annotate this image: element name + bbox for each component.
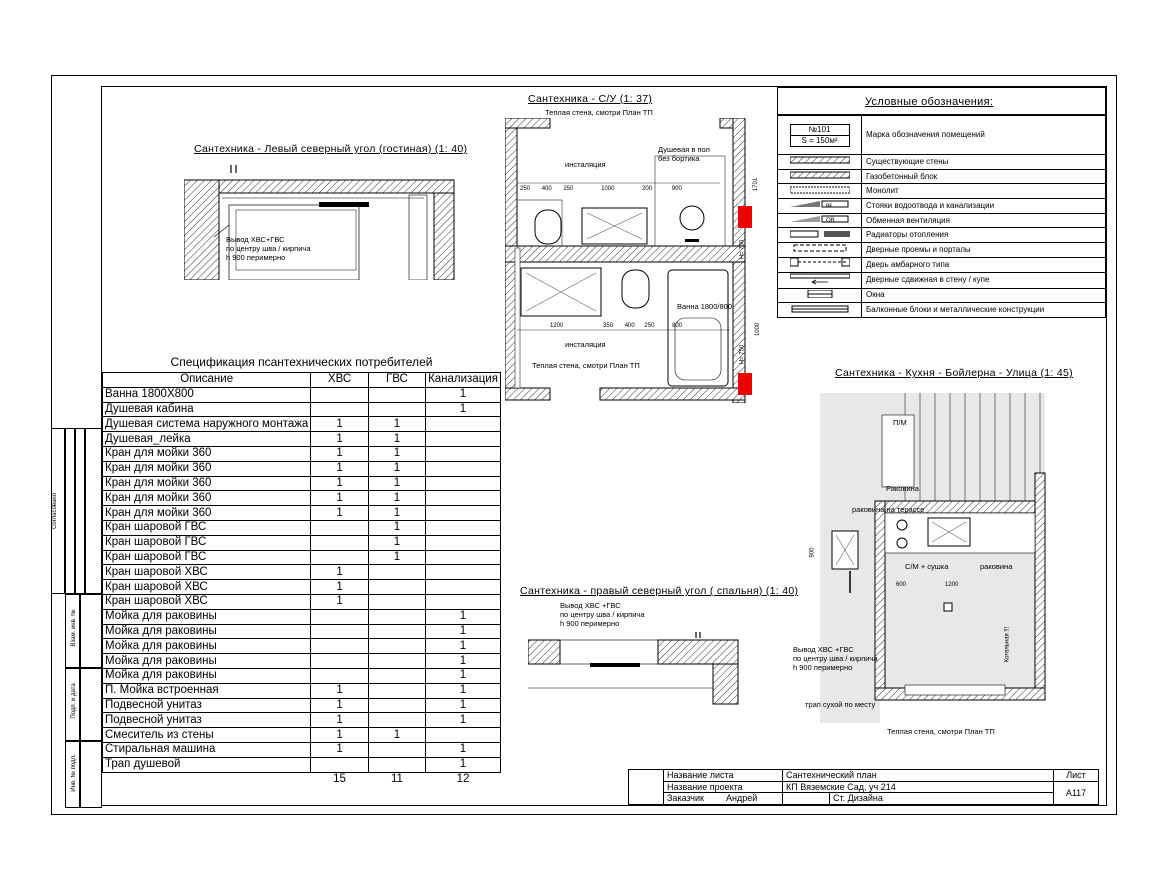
legend-row: Окна <box>778 288 1106 303</box>
spec-hot <box>368 609 425 624</box>
legend-table <box>777 115 1106 318</box>
spec-row <box>103 639 501 654</box>
dim-side-2: 1000 <box>755 322 762 337</box>
spec-hot: 1 <box>368 446 425 461</box>
spec-sewer <box>426 506 501 521</box>
spec-desc: Кран шаровой ХВС <box>103 565 311 580</box>
spec-hot: 1 <box>368 491 425 506</box>
spec-cold <box>311 609 369 624</box>
spec-desc: Смеситель из стены <box>103 728 311 743</box>
spec-desc: Кран шаровой ГВС <box>103 550 311 565</box>
spec-desc: Мойка для раковины <box>103 624 311 639</box>
spec-row <box>103 446 501 461</box>
sink-label: Раковина <box>886 484 919 493</box>
sheet-name-label: Название листа <box>664 770 783 782</box>
spec-cold: 1 <box>311 728 369 743</box>
warm-wall-bottom: Теплая стена, смотри План ТП <box>532 361 640 370</box>
right-corner-plan <box>528 628 748 706</box>
legend-row: Существующие стены <box>778 155 1106 170</box>
spec-desc: Кран шаровой ГВС <box>103 535 311 550</box>
orig-label: Инв. № подл. <box>71 754 77 792</box>
studio-label: Ст. Дизайна <box>830 793 1054 805</box>
spec-hot: 1 <box>368 520 425 535</box>
spec-header-row <box>103 373 501 388</box>
spec-sewer: 1 <box>426 639 501 654</box>
spec-desc: Кран шаровой ХВС <box>103 594 311 609</box>
legend-row: Дверные проемы и порталы <box>778 243 1106 258</box>
shower-note: Душевая в пол без бортика <box>658 145 710 163</box>
legend-row: ОВ Обменная вентиляция <box>778 213 1106 228</box>
dims-top: 250 400 250 1000 200 900 <box>520 186 682 192</box>
spec-hot <box>368 624 425 639</box>
spec-sewer <box>426 535 501 550</box>
spec-row <box>103 520 501 535</box>
right-corner-note: Вывод ХВС +ГВС по центру шва / кирпича h 900 перимерно <box>560 601 645 628</box>
spec-row <box>103 402 501 417</box>
spec-hot <box>368 713 425 728</box>
spec-cold: 1 <box>311 742 369 757</box>
spec-row <box>103 491 501 506</box>
spec-cold: 1 <box>311 432 369 447</box>
legend-row: вк Стояки водоотвода и канализации <box>778 199 1106 214</box>
spec-cold: 1 <box>311 683 369 698</box>
spec-header: ГВС <box>368 373 425 388</box>
spec-hot: 1 <box>368 535 425 550</box>
spec-desc: Душевая кабина <box>103 402 311 417</box>
spec-row <box>103 683 501 698</box>
spec-sewer <box>426 520 501 535</box>
spec-row <box>103 476 501 491</box>
spec-sewer <box>426 491 501 506</box>
spec-desc: Душевая_лейка <box>103 432 311 447</box>
spec-sewer: 1 <box>426 757 501 772</box>
spec-hot <box>368 742 425 757</box>
title-block <box>628 769 1099 805</box>
riser-symbol <box>790 200 850 208</box>
spec-desc: Подвесной унитаз <box>103 713 311 728</box>
sign-label: Подп. и дата <box>71 683 77 719</box>
spec-desc: Кран для мойки 360 <box>103 461 311 476</box>
spec-row <box>103 461 501 476</box>
room-mark-symbol: №101 S = 150м² <box>790 124 850 147</box>
spec-row <box>103 565 501 580</box>
spec-hot: 1 <box>368 417 425 432</box>
spec-cold: 1 <box>311 594 369 609</box>
spec-row <box>103 713 501 728</box>
spec-hot <box>368 580 425 595</box>
spec-desc: Кран для мойки 360 <box>103 476 311 491</box>
spec-hot <box>368 639 425 654</box>
spec-row <box>103 535 501 550</box>
radiator-symbol <box>790 230 850 238</box>
legend-row: Радиаторы отопления <box>778 228 1106 243</box>
spec-hot <box>368 654 425 669</box>
spec-desc: Мойка для раковины <box>103 609 311 624</box>
spec-desc: Мойка для раковины <box>103 654 311 669</box>
spec-desc: Душевая система наружного монтажа <box>103 417 311 432</box>
spec-row <box>103 609 501 624</box>
legend-row: Дверные сдвижная в стену / купе <box>778 272 1106 288</box>
spec-cold: 1 <box>311 580 369 595</box>
ventilation-symbol <box>790 215 850 223</box>
spec-sewer <box>426 446 501 461</box>
spec-desc: Мойка для раковины <box>103 668 311 683</box>
spec-cold <box>311 550 369 565</box>
spec-sewer <box>426 594 501 609</box>
spec-sewer: 1 <box>426 683 501 698</box>
spec-desc: Кран шаровой ХВС <box>103 580 311 595</box>
drawing-title: Сантехника - С/У (1: 37) <box>528 93 653 105</box>
dim-900: 900 <box>809 547 816 558</box>
drain-label: трап сухой по месту <box>805 700 876 709</box>
spec-sewer: 1 <box>426 387 501 402</box>
spec-cold: 1 <box>311 461 369 476</box>
dim-1200: 1200 <box>945 582 959 588</box>
sheet-name: Сантехнический план <box>783 770 1054 782</box>
spec-cold: 1 <box>311 476 369 491</box>
total-sewer: 12 <box>456 772 470 785</box>
spec-header: ХВС <box>311 373 369 388</box>
spec-hot <box>368 698 425 713</box>
gas-block-symbol <box>790 171 850 179</box>
spec-desc: Ванна 1800Х800 <box>103 387 311 402</box>
balcony-symbol <box>790 305 850 313</box>
installation-2: инсталяция <box>565 340 606 349</box>
barn-door-symbol <box>790 258 850 268</box>
spec-cold <box>311 624 369 639</box>
spec-row <box>103 757 501 772</box>
spec-sewer: 1 <box>426 668 501 683</box>
spec-row <box>103 432 501 447</box>
spec-hot: 1 <box>368 506 425 521</box>
sliding-door-symbol <box>790 273 850 285</box>
spec-cold <box>311 757 369 772</box>
spec-cold <box>311 387 369 402</box>
spec-sewer: 1 <box>426 713 501 728</box>
spec-desc: Кран для мойки 360 <box>103 446 311 461</box>
boiler-room-label: Котельная !!! <box>1004 626 1011 663</box>
spec-hot <box>368 683 425 698</box>
spec-totals-row <box>103 772 501 786</box>
spec-hot: 1 <box>368 728 425 743</box>
legend-row: Дверь амбарного типа <box>778 257 1106 272</box>
spec-sewer: 1 <box>426 742 501 757</box>
spec-hot: 1 <box>368 461 425 476</box>
bath-label: Ванна 1800/800 <box>677 302 732 311</box>
spec-sewer: 1 <box>426 698 501 713</box>
spec-cold <box>311 639 369 654</box>
dims-bottom: 1200 350 400 250 800 <box>550 323 683 329</box>
height-1: H= 750 <box>739 239 746 260</box>
sheet-label: Лист <box>1054 770 1099 782</box>
spec-sewer: 1 <box>426 654 501 669</box>
spec-header: Описание <box>103 373 311 388</box>
spec-hot <box>368 594 425 609</box>
spec-row <box>103 594 501 609</box>
spec-sewer <box>426 565 501 580</box>
legend-row: Балконные блоки и металлические конструкции <box>778 303 1106 318</box>
installation-1: инсталяция <box>565 160 606 169</box>
kitchen-warm-wall: Теплая стена, смотри План ТП <box>887 727 995 736</box>
spec-desc: Трап душевой <box>103 757 311 772</box>
spec-cold: 1 <box>311 417 369 432</box>
spec-row <box>103 624 501 639</box>
agreed-label: Согласовано <box>52 492 58 530</box>
doorway-symbol <box>790 244 850 252</box>
monolith-symbol <box>790 186 850 194</box>
dim-side-1: 1701 <box>753 177 760 192</box>
sheet-number: А117 <box>1054 781 1099 804</box>
existing-wall-symbol <box>790 156 850 164</box>
sink2-label: раковина <box>980 562 1013 571</box>
spec-sewer: 1 <box>426 609 501 624</box>
legend-header <box>777 87 1106 115</box>
project-label: Название проекта <box>664 781 783 793</box>
project-name: КП Вяземские Сад, уч 214 <box>783 781 1054 793</box>
spec-desc: Стиральная машина <box>103 742 311 757</box>
pm-label: П/М <box>893 418 907 427</box>
spec-desc: Кран для мойки 360 <box>103 506 311 521</box>
spec-desc: Мойка для раковины <box>103 639 311 654</box>
spec-cold: 1 <box>311 506 369 521</box>
client-row: Заказчик Андрей <box>664 793 783 805</box>
spec-cold <box>311 654 369 669</box>
spec-cold <box>311 668 369 683</box>
height-2: H= 750 <box>739 344 746 365</box>
spec-table <box>102 352 501 786</box>
spec-row <box>103 387 501 402</box>
terrace-sink-label: раковина на терассе <box>852 505 925 514</box>
spec-title: Спецификация псантехнических потребителей <box>170 354 433 369</box>
spec-row <box>103 417 501 432</box>
spec-row <box>103 654 501 669</box>
drawing-title: Сантехника - Левый северный угол (гостиная) (1: 40) <box>194 143 468 155</box>
spec-cold: 1 <box>311 565 369 580</box>
drawing-title: Сантехника - правый северный угол ( спальня) (1: 40) <box>520 585 799 597</box>
spec-sewer: 1 <box>426 402 501 417</box>
total-hot: 11 <box>390 772 403 785</box>
spec-sewer <box>426 476 501 491</box>
window-symbol <box>790 290 850 298</box>
drawing-title: Сантехника - Кухня - Бойлерна - Улица (1: 45) <box>835 367 1073 379</box>
spec-row <box>103 742 501 757</box>
spec-row <box>103 580 501 595</box>
spec-sewer: 1 <box>426 624 501 639</box>
spec-desc: Кран для мойки 360 <box>103 491 311 506</box>
total-cold: 15 <box>333 772 346 785</box>
dim-600: 600 <box>896 582 907 588</box>
legend-row: Газобетонный блок <box>778 169 1106 184</box>
spec-sewer <box>426 417 501 432</box>
spec-sewer <box>426 550 501 565</box>
spec-sewer <box>426 432 501 447</box>
spec-hot <box>368 402 425 417</box>
warm-wall-top: Теплая стена, смотри План ТП <box>545 108 653 117</box>
kitchen-note: Вывод ХВС +ГВС по центру шва / кирпича h 900 перимерно <box>793 645 878 672</box>
spec-sewer <box>426 461 501 476</box>
spec-hot <box>368 757 425 772</box>
spec-row <box>103 698 501 713</box>
spec-hot: 1 <box>368 476 425 491</box>
spec-row <box>103 506 501 521</box>
inv-label: Взам. инв. № <box>71 609 77 647</box>
spec-sewer <box>426 728 501 743</box>
legend-row: №101 S = 150м² Марка обозначения помещений <box>778 116 1106 155</box>
legend-row: Монолит <box>778 184 1106 199</box>
spec-row <box>103 728 501 743</box>
spec-cold <box>311 402 369 417</box>
spec-header: Канализация <box>426 373 501 388</box>
spec-hot <box>368 668 425 683</box>
spec-cold <box>311 520 369 535</box>
spec-hot <box>368 565 425 580</box>
spec-sewer <box>426 580 501 595</box>
spec-row <box>103 668 501 683</box>
spec-cold: 1 <box>311 698 369 713</box>
spec-row <box>103 550 501 565</box>
spec-hot <box>368 387 425 402</box>
spec-cold <box>311 535 369 550</box>
spec-desc: Подвесной унитаз <box>103 698 311 713</box>
washer-dryer-label: С/М + сушка <box>905 562 949 571</box>
left-corner-plan <box>184 165 464 280</box>
spec-cold: 1 <box>311 713 369 728</box>
spec-cold: 1 <box>311 446 369 461</box>
spec-hot: 1 <box>368 550 425 565</box>
legend-title: Условные обозначения: <box>865 96 994 108</box>
spec-desc: Кран шаровой ГВС <box>103 520 311 535</box>
spec-cold: 1 <box>311 491 369 506</box>
spec-hot: 1 <box>368 432 425 447</box>
spec-desc: П. Мойка встроенная <box>103 683 311 698</box>
left-corner-note: Вывод ХВС+ГВС по центру шва / кирпича h 900 перимерно <box>226 235 311 262</box>
